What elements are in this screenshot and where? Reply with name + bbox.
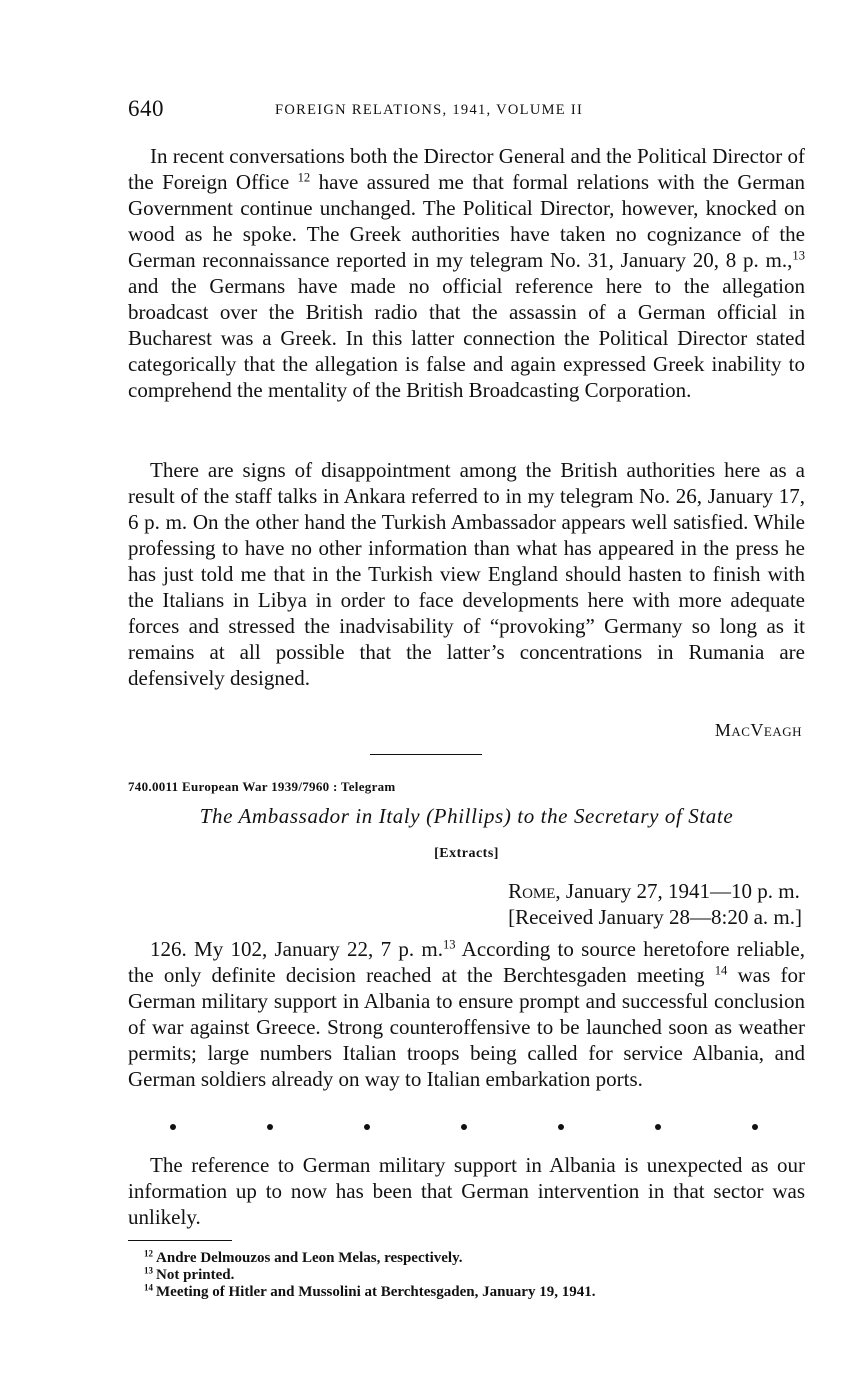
ellipsis-dot [655, 1124, 661, 1130]
footnotes [144, 1250, 824, 1301]
footnote-ref-14: 14 [714, 963, 728, 978]
footnote-rule [128, 1240, 232, 1241]
extracts-label: [Extracts] [434, 846, 499, 861]
footnote-text: Not printed. [156, 1267, 235, 1283]
paragraph-4 [128, 1152, 805, 1230]
running-head: FOREIGN RELATIONS, 1941, VOLUME II [275, 102, 584, 118]
paragraph-3-text-a: 126. My 102, January 22, 7 p. m. [150, 937, 443, 961]
received-line: [Received January 28—8:20 a. m.] [508, 905, 802, 929]
signature: MacVeagh [714, 720, 802, 740]
dateline-place: Rome [508, 879, 556, 903]
paragraph-1-text-c: and the Germans have made no official reference here to the allegation broadcast over the British radio that the assassin of a German official in Bucharest was a Greek. In this latter connection the Political Director stated categorically that the allegation is false and again expressed Greek inability to comprehend the mentality of the British Broadcasting Corporation. [128, 274, 805, 402]
footnote-text: Meeting of Hitler and Mussolini at Berchtesgaden, January 19, 1941. [156, 1284, 596, 1300]
paragraph-1-text-a: In recent conversations both the Director General and the Political Director of the Foreign Office [128, 144, 805, 194]
paragraph-1-text-b: have assured me that formal relations with the German Government continue unchanged. The Political Director, however, knocked on wood as he spoke. The Greek authorities have taken no cognizance of the German reconnaissance reported in my telegram No. 31, January 20, 8 p. m., [128, 170, 806, 272]
file-reference: 740.0011 European War 1939/7960 : Telegram [128, 779, 396, 794]
paragraph-3 [128, 936, 805, 1092]
page-header [128, 96, 808, 126]
paragraph-3-text-b: According to source heretofore reliable, the only definite decision reached at the Berchtesgaden meeting [128, 937, 805, 987]
footnote-mark: 14 [144, 1282, 153, 1293]
footnote-mark: 13 [144, 1265, 153, 1276]
document-title: The Ambassador in Italy (Phillips) to the Secretary of State [199, 804, 734, 828]
ellipsis-dot [461, 1124, 467, 1130]
omission-ellipsis [128, 1124, 805, 1144]
footnote-14 [144, 1284, 824, 1301]
paragraph-2 [128, 457, 805, 691]
ellipsis-dot [170, 1124, 176, 1130]
footnote-ref-13b: 13 [442, 937, 456, 952]
section-divider [370, 754, 482, 755]
dateline [508, 878, 802, 930]
footnote-text: Andre Delmouzos and Leon Melas, respectively. [156, 1250, 463, 1266]
page-number: 640 [128, 96, 164, 121]
paragraph-3-text-c: was for German military support in Albania to ensure prompt and successful conclusion of war against Greece. Strong counteroffensive to be launched soon as weather permits; large numbers Italian troops being called for service Albania, and German soldiers already on way to Italian embarkation ports. [128, 963, 805, 1091]
ellipsis-dot [267, 1124, 273, 1130]
ellipsis-dot [752, 1124, 758, 1130]
footnote-12 [144, 1250, 824, 1267]
paragraph-2-text: There are signs of disappointment among the British authorities here as a result of the staff talks in Ankara referred to in my telegram No. 26, January 17, 6 p. m. On the other hand the Turkish Ambassador appears well satisfied. While professing to have no other information than what has appeared in the press he has just told me that in the Turkish view England should hasten to finish with the Italians in Libya in order to face developments here with more adequate forces and stressed the inadvisability of “provoking” Germany so long as it remains at all possible that the latter’s concentrations in Rumania are defensively designed. [128, 458, 805, 690]
footnote-13 [144, 1267, 824, 1284]
paragraph-1 [128, 143, 805, 403]
ellipsis-dot [558, 1124, 564, 1130]
footnote-mark: 12 [144, 1248, 153, 1259]
footnote-ref-12: 12 [297, 170, 311, 185]
ellipsis-dot [364, 1124, 370, 1130]
dateline-date: , January 27, 1941—10 p. m. [555, 879, 800, 903]
footnote-ref-13: 13 [792, 248, 805, 263]
paragraph-4-text: The reference to German military support in Albania is unexpected as our information up to now has been that German intervention in that sector was unlikely. [128, 1153, 805, 1229]
